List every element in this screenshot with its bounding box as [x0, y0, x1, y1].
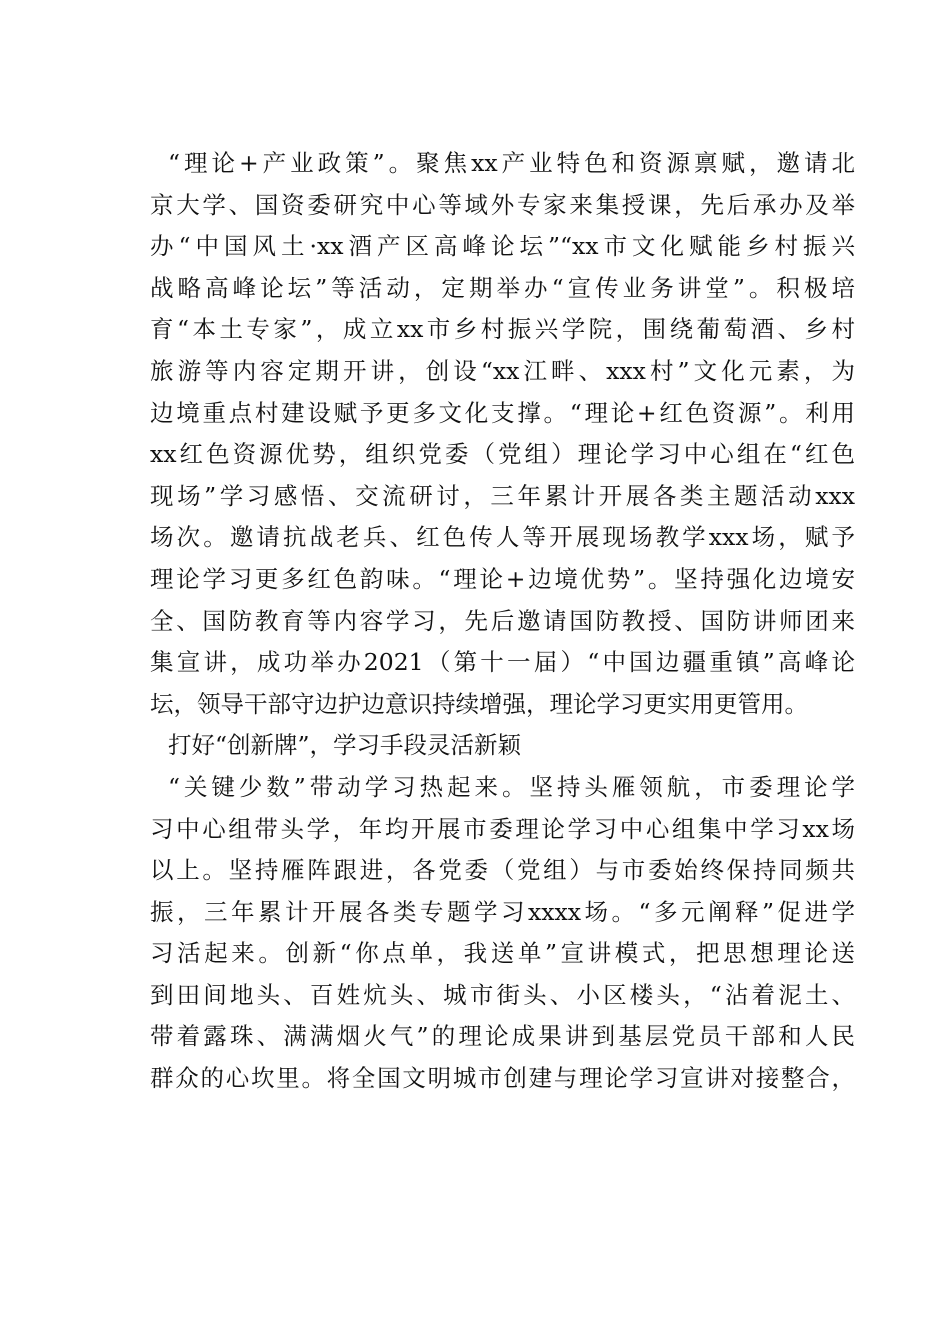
paragraph-line: 战略高峰论坛”等活动，定期举办“宣传业务讲堂”。积极培 — [150, 273, 855, 302]
paragraph-line: 带着露珠、满满烟火气”的理论成果讲到基层党员干部和人民 — [150, 1022, 855, 1051]
paragraph-line: 群众的心坎里。将全国文明城市创建与理论学习宣讲对接整合， — [150, 1064, 855, 1093]
paragraph-line: 以上。坚持雁阵跟进，各党委（党组）与市委始终保持同频共 — [150, 856, 855, 885]
paragraph-line: 集宣讲，成功举办2021（第十一届）“中国边疆重镇”高峰论 — [150, 648, 855, 677]
body-text — [150, 143, 855, 1100]
section-heading: 打好“创新牌”，学习手段灵活新颖 — [168, 731, 522, 760]
paragraph-line: 场次。邀请抗战老兵、红色传人等开展现场教学xxx场，赋予 — [150, 523, 855, 552]
paragraph-line: “关键少数”带动学习热起来。坚持头雁领航，市委理论学 — [168, 772, 855, 801]
paragraph-line: 全、国防教育等内容学习，先后邀请国防教授、国防讲师团来 — [150, 606, 855, 635]
paragraph-line: 旅游等内容定期开讲，创设“xx江畔、xxx村”文化元素，为 — [150, 356, 855, 385]
paragraph-line: 京大学、国资委研究中心等域外专家来集授课，先后承办及举 — [150, 190, 855, 219]
paragraph-line: 育“本土专家”，成立xx市乡村振兴学院，围绕葡萄酒、乡村 — [150, 315, 855, 344]
paragraph-line: 到田间地头、百姓炕头、城市街头、小区楼头，“沾着泥土、 — [150, 980, 855, 1009]
paragraph-line: xx红色资源优势，组织党委（党组）理论学习中心组在“红色 — [150, 440, 855, 469]
paragraph-line: 边境重点村建设赋予更多文化支撑。“理论+红色资源”。利用 — [150, 398, 855, 427]
paragraph-line: 坛，领导干部守边护边意识持续增强，理论学习更实用更管用。 — [150, 689, 808, 718]
paragraph-line: 振，三年累计开展各类专题学习xxxx场。“多元阐释”促进学 — [150, 897, 855, 926]
paragraph-line: 习中心组带头学，年均开展市委理论学习中心组集中学习xx场 — [150, 814, 855, 843]
paragraph-line: 习活起来。创新“你点单，我送单”宣讲模式，把思想理论送 — [150, 939, 855, 968]
paragraph-line: 理论学习更多红色韵味。“理论+边境优势”。坚持强化边境安 — [150, 564, 855, 593]
paragraph-line: 办“中国风土·xx酒产区高峰论坛”“xx市文化赋能乡村振兴 — [150, 232, 855, 261]
paragraph-line: “理论+产业政策”。聚焦xx产业特色和资源禀赋，邀请北 — [168, 149, 855, 177]
paragraph-line: 现场”学习感悟、交流研讨，三年累计开展各类主题活动xxx — [150, 481, 855, 510]
